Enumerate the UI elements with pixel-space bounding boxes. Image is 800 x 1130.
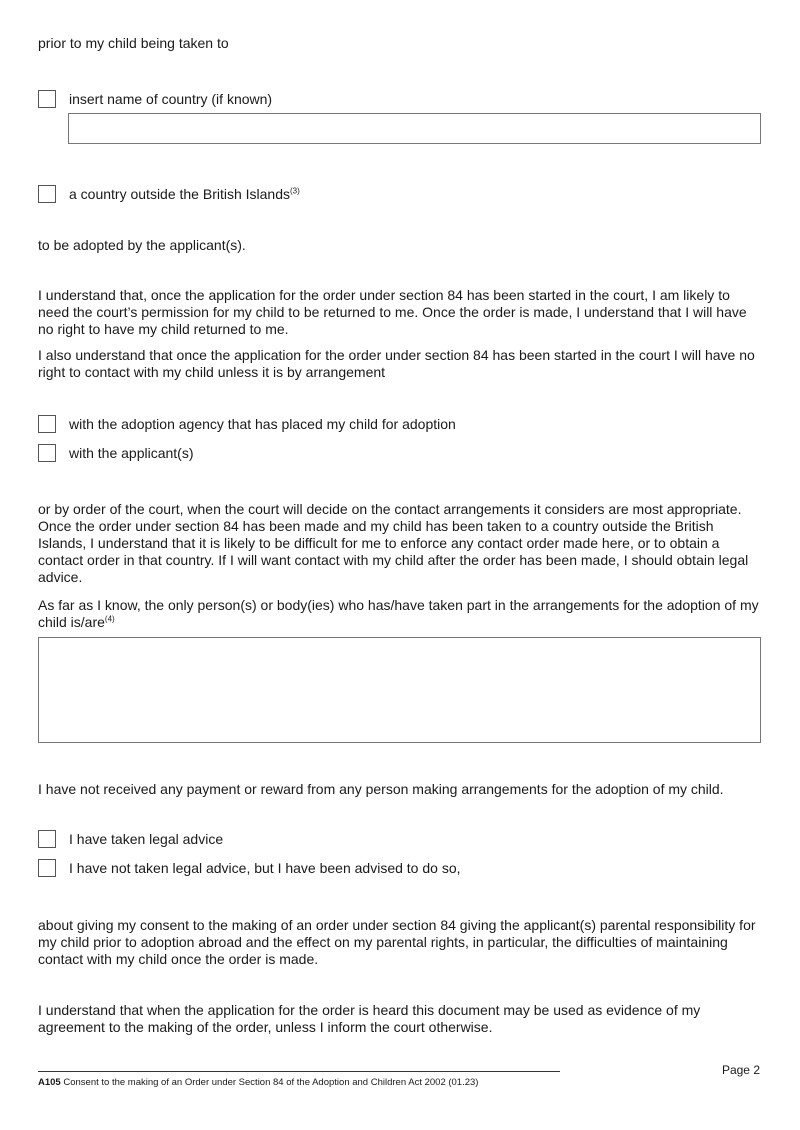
not-taken-legal-advice-label: I have not taken legal advice, but I have been advised to do so,	[69, 860, 461, 876]
intro-line: prior to my child being taken to	[38, 35, 229, 51]
taken-legal-advice-checkbox[interactable]	[38, 830, 56, 848]
about-consent-paragraph: about giving my consent to the making of an order under section 84 giving the applicant(s) parental responsibility for my child prior to adoption abroad and the effect on my parental rights, in particular, the difficulties of maintaining contact with my child once the order is made.	[38, 917, 756, 967]
footer-form-title: Consent to the making of an Order under Section 84 of the Adoption and Children Act 2002 (01.23)	[63, 1077, 479, 1088]
persons-involved-textarea[interactable]	[38, 637, 761, 743]
adopted-line: to be adopted by the applicant(s).	[38, 237, 246, 253]
country-name-input[interactable]	[68, 113, 761, 144]
page-number: Page 2	[721, 1063, 760, 1077]
understand-paragraph-2: I also understand that once the application for the order under section 84 has been started in the court I will have no right to contact with my child unless it is by arrangement	[38, 347, 755, 380]
understand-paragraph-1: I understand that, once the application for the order under section 84 has been started in the court, I am likely to need the court’s permission for my child to be returned to me. Once the order is made, I understand that I will have no right to have my child returned to me.	[38, 287, 747, 337]
outside-british-islands-label	[69, 186, 300, 203]
country-known-checkbox[interactable]	[38, 90, 56, 108]
payment-line: I have not received any payment or reward from any person making arrangements for the adoption of my child.	[38, 781, 724, 797]
outside-british-islands-checkbox[interactable]	[38, 185, 56, 203]
footer-form-code: A105	[38, 1077, 61, 1088]
court-order-paragraph: or by order of the court, when the court will decide on the contact arrangements it considers are most appropriate. Once the order under section 84 has been made and my child has been taken to a country outside the British Islands, I understand that it is likely to be difficult for me to enforce any contact order made here, or to obtain a contact order in that country. If I will want contact with my child after the order has been made, I should obtain legal advice.	[38, 501, 749, 585]
footnote-4: (4)	[104, 614, 115, 624]
not-taken-legal-advice-checkbox[interactable]	[38, 859, 56, 877]
contact-agency-label: with the adoption agency that has placed my child for adoption	[69, 416, 456, 432]
evidence-paragraph: I understand that when the application for the order is heard this document may be used as evidence of my agreement to the making of the order, unless I inform the court otherwise.	[38, 1002, 701, 1035]
contact-applicants-checkbox[interactable]	[38, 444, 56, 462]
persons-involved-text: As far as I know, the only person(s) or body(ies) who has/have taken part in the arrangements for the adoption of my child is/are	[38, 597, 759, 630]
footer-form-reference	[38, 1077, 478, 1088]
footer-divider	[38, 1071, 560, 1072]
country-known-label: insert name of country (if known)	[69, 91, 273, 107]
persons-involved-paragraph	[38, 597, 764, 631]
contact-applicants-label: with the applicant(s)	[69, 445, 194, 461]
taken-legal-advice-label: I have taken legal advice	[69, 831, 224, 847]
footnote-3: (3)	[290, 186, 300, 196]
outside-british-islands-text: a country outside the British Islands	[69, 186, 291, 202]
contact-agency-checkbox[interactable]	[38, 415, 56, 433]
